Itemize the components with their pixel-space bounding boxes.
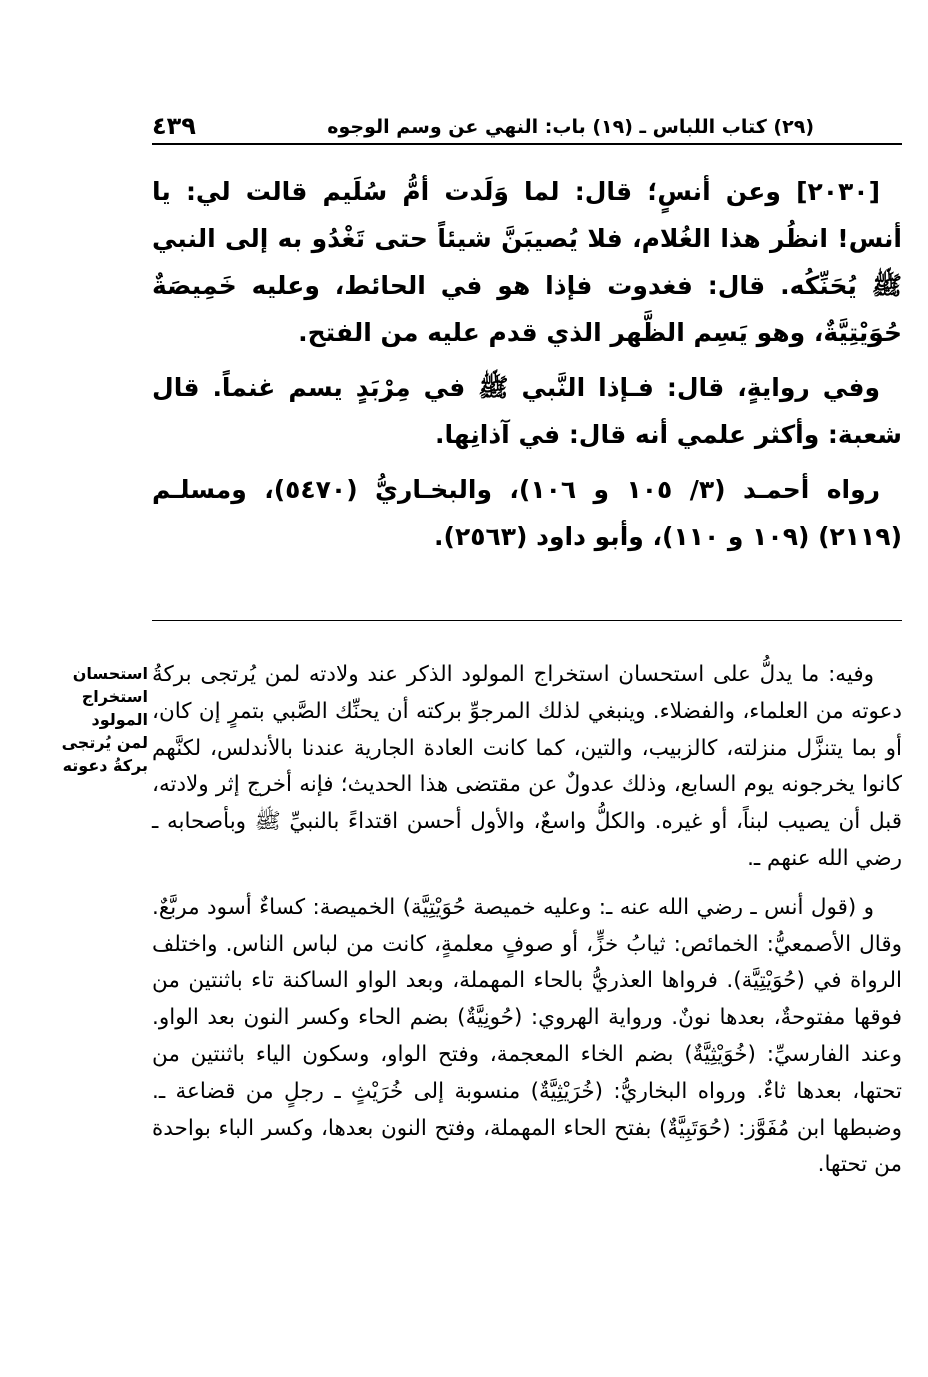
commentary-text xyxy=(152,657,902,1196)
running-title: (٢٩) كتاب اللباس ـ (١٩) باب: النهي عن وسم الوجوه xyxy=(327,116,814,138)
hadith-text xyxy=(152,168,902,568)
margin-note: استحسان استخراج المولود لمن يُرتجى بركةُ دعوته xyxy=(61,664,148,775)
page-header xyxy=(152,110,902,144)
page-number: ٤٣٩ xyxy=(152,112,196,140)
hadith-paragraph: [٢٠٣٠] وعن أنسٍ؛ قال: لما وَلَدت أمُّ سُلَيم قالت لي: يا أنس! انظُر هذا الغُلام، فلا يُصيبَنَّ شيئاً حتى تَغْدُو به إلى النبي ﷺ يُحَنِّكُه. قال: فغدوت فإذا هو في الحائط، وعليه خَمِيصَةٌ حُوَيْتِيَّةٌ، وهو يَسِم الظَّهر الذي قدم عليه من الفتح. xyxy=(152,177,902,347)
section-divider xyxy=(152,620,902,621)
hadith-variant-paragraph: وفي روايةٍ، قال: فـإذا النَّبي ﷺ في مِرْبَدٍ يسم غنماً. قال شعبة: وأكثر علمي أنه قال: في آذانِها. xyxy=(152,373,902,449)
commentary-paragraph: وفيه: ما يدلُّ على استحسان استخراج المولود الذكر عند ولادته لمن يُرتجى بركةُ دعوته من العلماء، والفضلاء. وينبغي لذلك المرجوِّ بركته أن يحنِّك الصَّبي بتمرٍ إن كان، أو بما يتنزَّل منزلته، كالزبيب، والتين، كما كانت العادة الجارية عندنا بالأندلس، لكنَّهم كانوا يخرجونه يوم السابع، وذلك عدولٌ عن مقتضى هذا الحديث؛ فإنه أخرج إثر ولادته، قبل أن يصيب لبناً، أو غيره. والكلُّ واسعٌ، والأول أحسن اقتداءً بالنبيِّ ﷺ وبأصحابه ـ رضي الله عنهم ـ. xyxy=(152,662,902,871)
commentary-paragraph: و (قول أنس ـ رضي الله عنه ـ: وعليه خميصة حُوَيْتِيَّة) الخميصة: كساءٌ أسود مربَّعٌ. وقال الأصمعيُّ: الخمائص: ثيابُ خزٍّ، أو صوفٍ معلمةٍ، كانت من لباس الناس. واختلف الرواة في (حُوَيْتِيَّة). فرواها العذريُّ بالحاء المهملة، وبعد الواو الساكنة تاء باثنتين من فوقها مفتوحةٌ، بعدها نونٌ. ورواية الهروي: (حُونِيَّةٌ) بضم الحاء وكسر النون بعد الواو. وعند الفارسيِّ: (خُوَيْثِيَّةٌ) بضم الخاء المعجمة، وفتح الواو، وسكون الياء باثنتين من تحتها، بعدها ثاءٌ. ورواه البخاريُّ: (خُرَيْثِيَّةٌ) منسوبة إلى خُرَيْثٍ ـ رجلٍ من قضاعة ـ. وضبطها ابن مُفَوَّز: (حُوَتَبِيَّةٌ) بفتح الحاء المهملة، وفتح النون بعدها، وكسر الباء بواحدة من تحتها. xyxy=(152,894,902,1178)
header-rule xyxy=(152,143,902,145)
hadith-sources-paragraph: رواه أحمـد (٣/ ١٠٥ و ١٠٦)، والبخـاريُّ (٥٤٧٠)، ومسلـم (٢١١٩) (١٠٩ و ١١٠)، وأبو داود (٢٥٦٣). xyxy=(152,475,902,551)
